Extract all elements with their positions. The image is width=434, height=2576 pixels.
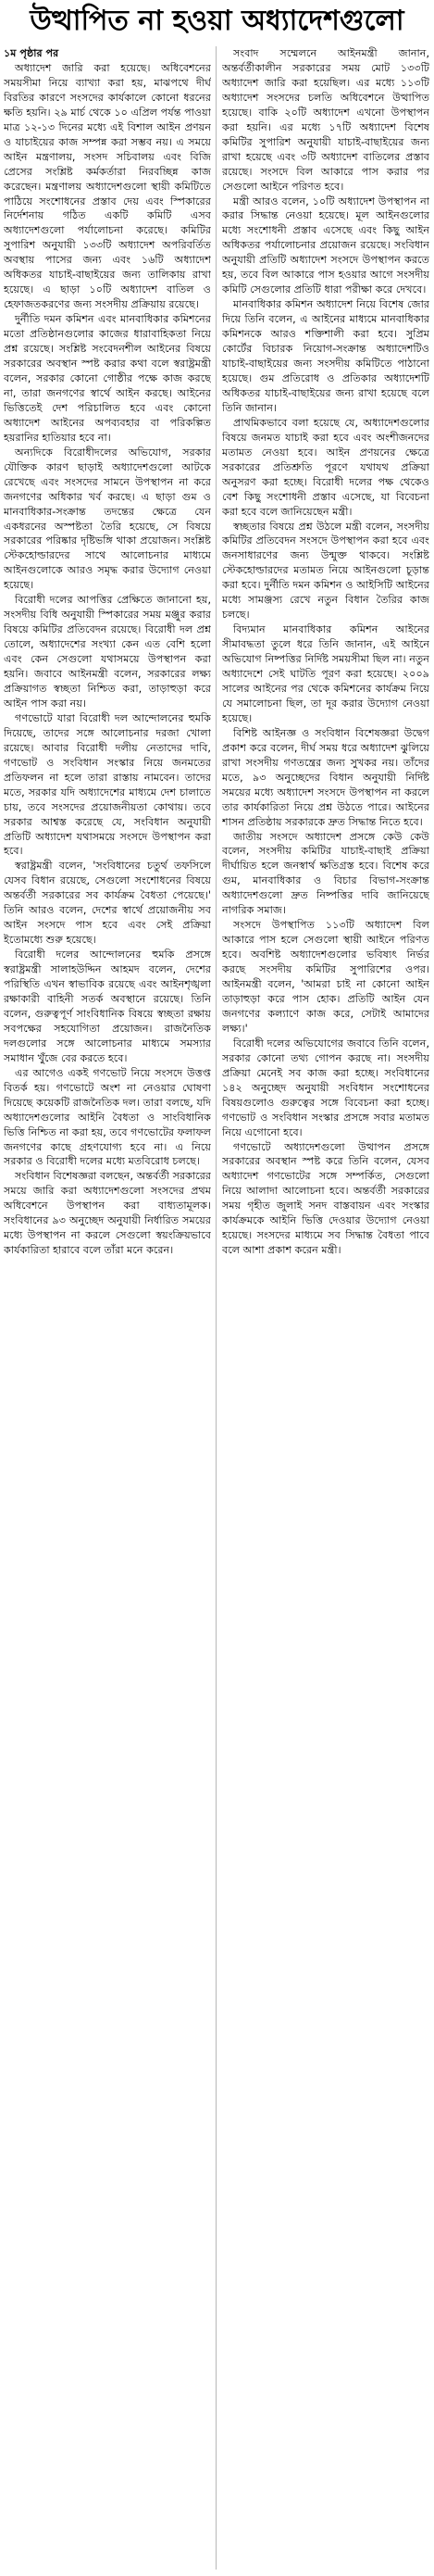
paragraph: সংবিধান বিশেষজ্ঞরা বলছেন, অন্তর্বর্তী সরকারের সময়ে জারি করা অধ্যাদেশগুলো সংসদের প্রথম অধিবেশনে উপস্থাপন করা বাধ্যতামূলক। সংবিধানের ৯৩ অনুচ্ছেদ অনুযায়ী নির্ধারিত সময়ের মধ্যে উপস্থাপন না করলে সেগুলো স্বয়ংক্রিয়ভাবে কার্যকারিতা হারাবে বলে তাঁরা মনে করেন।: [4, 1170, 211, 1257]
paragraph: সংবাদ সম্মেলনে আইনমন্ত্রী জানান, অন্তর্বর্তীকালীন সরকারের সময় মোট ১৩৩টি অধ্যাদেশ জারি করা হয়েছিল। এর মধ্যে ১১৩টি অধ্যাদেশ সংসদের চলতি অধিবেশনে উত্থাপিত হয়েছে। বাকি ২০টি অধ্যাদেশ এখনো উপস্থাপন করা হয়নি। এর মধ্যে ১৭টি অধ্যাদেশ বিশেষ কমিটির সুপারিশ অনুযায়ী যাচাই-বাছাইয়ের জন্য রাখা হয়েছে এবং ৩টি অধ্যাদেশ বাতিলের প্রস্তাব রয়েছে। সংসদে বিল আকারে পাস করার পর সেগুলো আইনে পরিণত হবে।: [222, 47, 429, 193]
paragraph: মানবাধিকার কমিশন অধ্যাদেশ নিয়ে বিশেষ জোর দিয়ে তিনি বলেন, এ আইনের মাধ্যমে মানবাধিকার কমিশনকে আরও শক্তিশালী করা হবে। সুপ্রিম কোর্টের বিচারক নিয়োগ-সংক্রান্ত অধ্যাদেশটিও যাচাই-বাছাইয়ের জন্য সংসদীয় কমিটিতে পাঠানো হয়েছে। গুম প্রতিরোধ ও প্রতিকার অধ্যাদেশটি অধিকতর যাচাই-বাছাইয়ের জন্য রাখা হয়েছে বলে তিনি জানান।: [222, 298, 429, 414]
paragraph: মন্ত্রী আরও বলেন, ১০টি অধ্যাদেশ উপস্থাপন না করার সিদ্ধান্ত নেওয়া হয়েছে। মূল আইনগুলোর মধ্যে সংশোধনী প্রস্তাব এসেছে এবং কিছু আইন অধিকতর পর্যালোচনার প্রয়োজন রয়েছে। সংবিধান অনুযায়ী প্রতিটি অধ্যাদেশ সংসদে উপস্থাপন করতে হয়, তবে বিল আকারে পাস হওয়ার আগে সংসদীয় কমিটি সেগুলোর প্রতিটি ধারা পরীক্ষা করে দেখবে।: [222, 195, 429, 296]
continued-from-label: ১ম পৃষ্ঠার পর: [4, 47, 59, 59]
paragraph: গণভোটে অধ্যাদেশগুলো উত্থাপন প্রসঙ্গে সরকারের অবস্থান স্পষ্ট করে তিনি বলেন, যেসব অধ্যাদেশ গণভোটের সঙ্গে সম্পর্কিত, সেগুলো নিয়ে আলাদা আলোচনা হবে। অন্তর্বর্তী সরকারের সময় গৃহীত জুলাই সনদ বাস্তবায়ন এবং সংস্কার কার্যক্রমকে আইনি ভিত্তি দেওয়ার উদ্যোগ নেওয়া হয়েছে। সংসদের মাধ্যমে সব সিদ্ধান্ত বৈধতা পাবে বলে আশা প্রকাশ করেন মন্ত্রী।: [222, 1140, 429, 1257]
column-divider: [216, 46, 217, 2570]
paragraph: এর আগেও একই গণভোট নিয়ে সংসদে উত্তপ্ত বিতর্ক হয়। গণভোটে অংশ না নেওয়ার ঘোষণা দিয়েছে কয়েকটি রাজনৈতিক দল। তারা বলছে, যদি অধ্যাদেশগুলোর আইনি বৈধতা ও সাংবিধানিক ভিত্তি নিশ্চিত না করা হয়, তবে গণভোটের ফলাফল জনগণের কাছে গ্রহণযোগ্য হবে না। এ নিয়ে সরকার ও বিরোধী দলের মধ্যে মতবিরোধ চলছে।: [4, 1066, 211, 1168]
paragraph: স্বচ্ছতার বিষয়ে প্রশ্ন উঠলে মন্ত্রী বলেন, সংসদীয় কমিটির প্রতিবেদন সংসদে উপস্থাপন করা হবে এবং জনসাধারণের জন্য উন্মুক্ত থাকবে। সংশ্লিষ্ট স্টেকহোল্ডারদের মতামত নিয়ে আইনগুলো চূড়ান্ত করা হবে। দুর্নীতি দমন কমিশন ও আইসিটি আইনের মধ্যে সামঞ্জস্য রেখে নতুন বিধান তৈরির কাজ চলছে।: [222, 520, 429, 622]
paragraph: অন্যদিকে বিরোধীদলের অভিযোগ, সরকার যৌক্তিক কারণ ছাড়াই অধ্যাদেশগুলো আটকে রেখেছে এবং সংসদের সামনে উপস্থাপন না করে জনগণের অধিকার খর্ব করছে। এ ছাড়া গুম ও মানবাধিকার-সংক্রান্ত তদন্তের ক্ষেত্রে যেন একধরনের অস্পষ্টতা তৈরি হয়েছে, সে বিষয়ে সরকারের পরিষ্কার দৃষ্টিভঙ্গি থাকা প্রয়োজন। সংশ্লিষ্ট স্টেকহোল্ডারদের সাথে আলোচনার মাধ্যমে আইনগুলোকে আরও সমৃদ্ধ করার উদ্যোগ নেওয়া হয়েছে।: [4, 446, 211, 592]
paragraph: গণভোটে যারা বিরোধী দল আন্দোলনের হুমকি দিয়েছে, তাদের সঙ্গে আলোচনার দরজা খোলা রয়েছে। আবার বিরোধী দলীয় নেতাদের দাবি, গণভোট ও সংবিধান সংস্কার নিয়ে জনমতের প্রতিফলন না হলে তারা রাস্তায় নামবেন। তাদের মতে, সরকার যদি অধ্যাদেশের মাধ্যমে দেশ চালাতে চায়, তবে সংসদের প্রয়োজনীয়তা কোথায়। তবে সরকার আশ্বস্ত করেছে যে, সংবিধান অনুযায়ী প্রতিটি অধ্যাদেশ যথাসময়ে সংসদে উপস্থাপন করা হবে।: [4, 711, 211, 858]
right-column: [222, 46, 429, 2571]
paragraph: বিদ্যমান মানবাধিকার কমিশন আইনের সীমাবদ্ধতা তুলে ধরে তিনি জানান, এই আইনে অভিযোগ নিষ্পত্তির নির্দিষ্ট সময়সীমা ছিল না। নতুন অধ্যাদেশে সেই ঘাটতি পূরণ করা হয়েছে। ২০০৯ সালের আইনের পর থেকে কমিশনের কার্যক্রম নিয়ে যে সমালোচনা ছিল, তা দূর করার উদ্যোগ নেওয়া হয়েছে।: [222, 623, 429, 724]
paragraph: জাতীয় সংসদে অধ্যাদেশ প্রসঙ্গে কেউ কেউ বলেন, সংসদীয় কমিটির যাচাই-বাছাই প্রক্রিয়া দীর্ঘায়িত হলে জনস্বার্থ ক্ষতিগ্রস্ত হবে। বিশেষ করে গুম, মানবাধিকার ও বিচার বিভাগ-সংক্রান্ত অধ্যাদেশগুলো দ্রুত নিষ্পত্তির দাবি জানিয়েছে নাগরিক সমাজ।: [222, 830, 429, 917]
headline: উত্থাপিত না হওয়া অধ্যাদেশগুলো: [30, 5, 404, 37]
paragraph: বিরোধী দলের আন্দোলনের হুমকি প্রসঙ্গে স্বরাষ্ট্রমন্ত্রী সালাহউদ্দিন আহমদ বলেন, দেশের পরিস্থিতি এখন স্বাভাবিক রয়েছে এবং আইনশৃঙ্খলা রক্ষাকারী বাহিনী সতর্ক অবস্থানে রয়েছে। তিনি বলেন, গুরুত্বপূর্ণ সাংবিধানিক বিষয়ে স্বচ্ছতা রক্ষায় সবপক্ষের সহযোগিতা প্রয়োজন। রাজনৈতিক দলগুলোর সঙ্গে আলোচনার মাধ্যমে সমস্যার সমাধান খুঁজে বের করতে হবে।: [4, 949, 211, 1064]
paragraph: প্রাথমিকভাবে বলা হয়েছে যে, অধ্যাদেশগুলোর বিষয়ে জনমত যাচাই করা হবে এবং অংশীজনদের মতামত নেওয়া হবে। আইন প্রণয়নের ক্ষেত্রে সরকারের প্রতিশ্রুতি পূরণে যথাযথ প্রক্রিয়া অনুসরণ করা হচ্ছে। বিরোধী দলের পক্ষ থেকেও বেশ কিছু সংশোধনী প্রস্তাব এসেছে, যা বিবেচনা করা হবে বলে জানিয়েছেন মন্ত্রী।: [222, 416, 429, 518]
paragraph: বিরোধী দলের অভিযোগের জবাবে তিনি বলেন, সরকার কোনো তথ্য গোপন করছে না। সংসদীয় প্রক্রিয়া মেনেই সব কাজ করা হচ্ছে। সংবিধানের ১৪২ অনুচ্ছেদ অনুযায়ী সংবিধান সংশোধনের বিষয়গুলোও গুরুত্বের সঙ্গে বিবেচনা করা হচ্ছে। গণভোট ও সংবিধান সংস্কার প্রসঙ্গে সবার মতামত নিয়ে এগোনো হবে।: [222, 1037, 429, 1138]
paragraph: স্বরাষ্ট্রমন্ত্রী বলেন, 'সংবিধানের চতুর্থ তফসিলে যেসব বিধান রয়েছে, সেগুলো সংশোধনের বিষয়ে অন্তর্বর্তী সরকারের সব কার্যক্রম বৈধতা পেয়েছে।' তিনি আরও বলেন, দেশের স্বার্থে প্রয়োজনীয় সব আইন সংসদে পাস হবে এবং সেই প্রক্রিয়া ইতোমধ্যে শুরু হয়েছে।: [4, 860, 211, 947]
paragraph: অধ্যাদেশ জারি করা হয়েছে। অধিবেশনের সময়সীমা নিয়ে ব্যাখ্যা করা হয়, মাঝপথে দীর্ঘ বিরতির কারণে সংসদের কার্যকালে কোনো ধরনের ক্ষতি হয়নি। ২৯ মার্চ থেকে ১০ এপ্রিল পর্যন্ত পাওয়া মাত্র ১২-১৩ দিনের মধ্যে এই বিশাল আইন প্রণয়ন ও যাচাইয়ের কাজ সম্পন্ন করা সম্ভব নয়। এ সময়ে আইন মন্ত্রণালয়, সংসদ সচিবালয় এবং বিজি প্রেসের সংশ্লিষ্ট কর্মকর্তারা নিরবচ্ছিন্ন কাজ করেছেন। মন্ত্রণালয় অধ্যাদেশগুলো স্থায়ী কমিটিতে পাঠিয়ে সংশোধনের প্রস্তাব দেয় এবং স্পিকারের নির্দেশনায় গঠিত একটি কমিটি এসব অধ্যাদেশগুলো পর্যালোচনা করেছে। কমিটির সুপারিশ অনুযায়ী ১৩৩টি অধ্যাদেশ অপরিবর্তিত অবস্থায় পাসের জন্য এবং ১৬টি অধ্যাদেশ অধিকতর যাচাই-বাছাইয়ের জন্য তালিকায় রাখা হয়েছে। এ ছাড়া ১০টি অধ্যাদেশ বাতিল ও হেফাজতকরণের জন্য সংসদীয় প্রক্রিয়ায় রয়েছে।: [4, 61, 211, 311]
paragraph: সংসদে উপস্থাপিত ১১৩টি অধ্যাদেশ বিল আকারে পাস হলে সেগুলো স্থায়ী আইনে পরিণত হবে। অবশিষ্ট অধ্যাদেশগুলোর ভবিষ্যৎ নির্ভর করছে সংসদীয় কমিটির সুপারিশের ওপর। আইনমন্ত্রী বলেন, 'আমরা চাই না কোনো আইন তাড়াহুড়া করে পাস হোক। প্রতিটি আইন যেন জনগণের কল্যাণে কাজ করে, সেটাই আমাদের লক্ষ্য।': [222, 919, 429, 1035]
paragraph: বিশিষ্ট আইনজ্ঞ ও সংবিধান বিশেষজ্ঞরা উদ্বেগ প্রকাশ করে বলেন, দীর্ঘ সময় ধরে অধ্যাদেশ ঝুলিয়ে রাখা সংসদীয় গণতন্ত্রের জন্য সুখকর নয়। তাঁদের মতে, ৯৩ অনুচ্ছেদের বিধান অনুযায়ী নির্দিষ্ট সময়ের মধ্যে অধ্যাদেশ সংসদে উপস্থাপন না করলে তার কার্যকারিতা নিয়ে প্রশ্ন উঠতে পারে। আইনের শাসন প্রতিষ্ঠায় সরকারকে দ্রুত সিদ্ধান্ত নিতে হবে।: [222, 726, 429, 828]
paragraph: বিরোধী দলের আপত্তির প্রেক্ষিতে জানানো হয়, সংসদীয় বিধি অনুযায়ী স্পিকারের সময় মঞ্জুর করার বিষয়ে কমিটির প্রতিবেদন রয়েছে। বিরোধী দল প্রশ্ন তোলে, অধ্যাদেশের সংখ্যা কেন এত বেশি হলো এবং কেন সেগুলো যথাসময়ে উপস্থাপন করা হয়নি। জবাবে আইনমন্ত্রী বলেন, সরকারের লক্ষ্য প্রক্রিয়াগত স্বচ্ছতা নিশ্চিত করা, তাড়াহুড়া করে আইন পাস করা নয়।: [4, 594, 211, 710]
left-column: [4, 46, 211, 2571]
paragraph: দুর্নীতি দমন কমিশন এবং মানবাধিকার কমিশনের মতো প্রতিষ্ঠানগুলোর কাজের ধারাবাহিকতা নিয়ে প্রশ্ন রয়েছে। সংশ্লিষ্ট সংবেদনশীল আইনের বিষয়ে সরকারের অবস্থান স্পষ্ট করার কথা বলে স্বরাষ্ট্রমন্ত্রী বলেন, সরকার কোনো গোষ্ঠীর পক্ষে কাজ করছে না, তারা জনগণের স্বার্থে আইন করছে। আইনের ভিত্তিতেই দেশ পরিচালিত হবে এবং কোনো অধ্যাদেশ আইনের অপব্যবহার বা পরিকল্পিত হয়রানির হাতিয়ার হবে না।: [4, 313, 211, 444]
